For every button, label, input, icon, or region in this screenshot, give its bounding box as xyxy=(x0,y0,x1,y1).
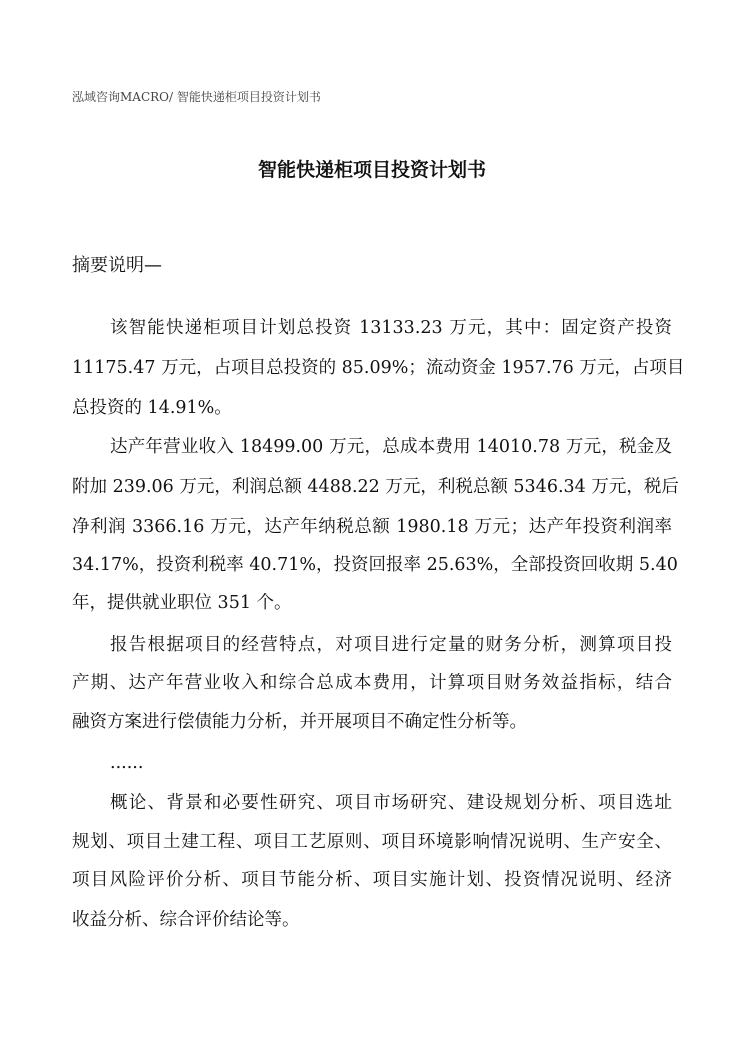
header-breadcrumb: 泓域咨询MACRO/ 智能快递柜项目投资计划书 xyxy=(72,90,321,104)
paragraph-line: 融资方案进行偿债能力分析，并开展项目不确定性分析等。 xyxy=(72,712,527,732)
paragraph-line: 总投资的 14.91%。 xyxy=(72,398,232,418)
paragraph-line: 11175.47 万元，占项目总投资的 85.09%；流动资金 1957.76 万元，占项目 xyxy=(72,358,685,378)
paragraph-line: 附加 239.06 万元，利润总额 4488.22 万元，利税总额 5346.34 万元，税后 xyxy=(72,477,679,497)
section-heading: 摘要说明— xyxy=(72,255,162,276)
paragraph-line: 达产年营业收入 18499.00 万元，总成本费用 14010.78 万元，税金及 xyxy=(110,437,672,457)
ellipsis: ...... xyxy=(110,753,144,773)
paragraph-line: 概论、背景和必要性研究、项目市场研究、建设规划分析、项目选址 xyxy=(110,793,672,813)
paragraph-line: 该智能快递柜项目计划总投资 13133.23 万元，其中：固定资产投资 xyxy=(110,318,672,338)
paragraph-line: 收益分析、综合评价结论等。 xyxy=(72,910,300,930)
paragraph-line: 产期、达产年营业收入和综合总成本费用，计算项目财务效益指标，结合 xyxy=(72,673,672,693)
paragraph-line: 报告根据项目的经营特点，对项目进行定量的财务分析，测算项目投 xyxy=(110,635,672,655)
paragraph-line: 规划、项目土建工程、项目工艺原则、项目环境影响情况说明、生产安全、 xyxy=(72,832,672,852)
paragraph-line: 34.17%，投资利税率 40.71%，投资回报率 25.63%，全部投资回收期 5.40 xyxy=(72,555,678,575)
paragraph-line: 净利润 3366.16 万元，达产年纳税总额 1980.18 万元；达产年投资利润率 xyxy=(72,517,672,537)
paragraph-line: 项目风险评价分析、项目节能分析、项目实施计划、投资情况说明、经济 xyxy=(72,870,672,890)
document-title: 智能快递柜项目投资计划书 xyxy=(257,159,486,181)
paragraph-line: 年，提供就业职位 351 个。 xyxy=(72,593,292,613)
